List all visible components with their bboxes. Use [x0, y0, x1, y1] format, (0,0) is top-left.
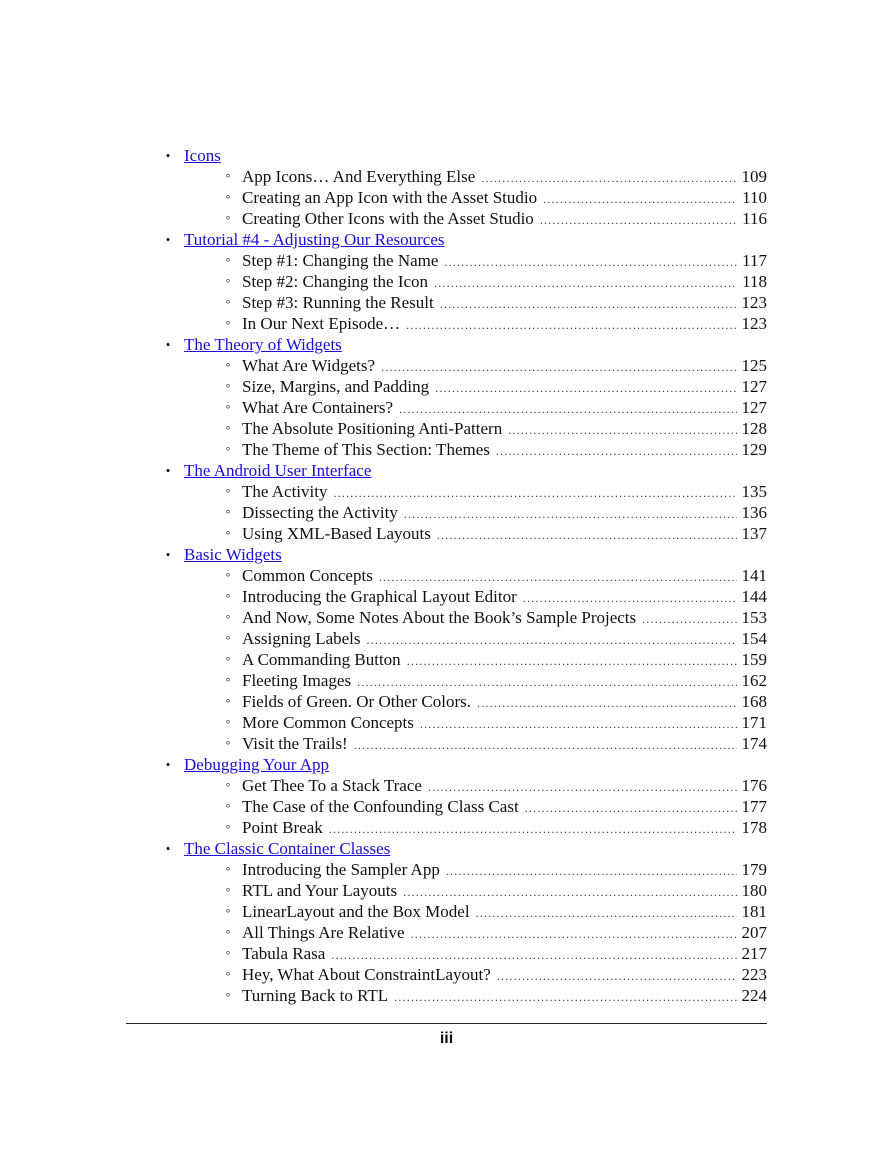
chapter-link[interactable]: The Classic Container Classes — [184, 839, 391, 858]
toc-entry — [242, 565, 767, 588]
toc-section[interactable] — [0, 502, 893, 523]
section-page-number: 180 — [741, 881, 767, 900]
sub-bullet-icon: ◦ — [225, 862, 231, 877]
section-title: Using XML-Based Layouts — [242, 524, 431, 543]
toc-chapter — [0, 544, 893, 565]
toc-section[interactable] — [0, 796, 893, 817]
section-title: Fleeting Images — [242, 671, 352, 690]
chapter-link[interactable]: Tutorial #4 - Adjusting Our Resources — [184, 230, 445, 249]
dot-leader — [420, 714, 737, 735]
section-page-number: 171 — [741, 713, 767, 732]
toc-entry — [242, 796, 767, 819]
section-page-number: 179 — [741, 860, 767, 879]
section-title: Visit the Trails! — [242, 734, 348, 753]
toc-section[interactable] — [0, 670, 893, 691]
toc-chapter — [0, 754, 893, 775]
sub-bullet-icon: ◦ — [225, 925, 231, 940]
toc-entry — [242, 859, 767, 882]
section-page-number: 159 — [741, 650, 767, 669]
section-page-number: 141 — [741, 566, 767, 585]
section-page-number: 217 — [741, 944, 767, 963]
toc-section[interactable] — [0, 859, 893, 880]
toc-entry — [242, 628, 767, 651]
section-page-number: 224 — [741, 986, 767, 1005]
dot-leader — [428, 777, 737, 798]
toc-entry — [242, 481, 767, 504]
toc-section[interactable] — [0, 439, 893, 460]
section-title: Turning Back to RTL — [242, 986, 389, 1005]
toc-section[interactable] — [0, 964, 893, 985]
bullet-icon: • — [165, 463, 171, 478]
chapter-link[interactable]: The Theory of Widgets — [184, 335, 342, 354]
toc-section[interactable] — [0, 397, 893, 418]
toc-entry — [242, 502, 767, 525]
toc-entry — [242, 166, 767, 189]
sub-bullet-icon: ◦ — [225, 778, 231, 793]
toc-entry — [242, 208, 767, 231]
chapter-link[interactable]: Debugging Your App — [184, 755, 329, 774]
toc-section[interactable] — [0, 922, 893, 943]
dot-leader — [508, 420, 736, 441]
toc-section[interactable] — [0, 985, 893, 1006]
section-page-number: 129 — [741, 440, 767, 459]
sub-bullet-icon: ◦ — [225, 400, 231, 415]
toc-entry — [242, 607, 767, 630]
section-page-number: 168 — [741, 692, 767, 711]
toc-section[interactable] — [0, 187, 893, 208]
sub-bullet-icon: ◦ — [225, 988, 231, 1003]
section-page-number: 123 — [741, 314, 767, 333]
sub-bullet-icon: ◦ — [225, 799, 231, 814]
sub-bullet-icon: ◦ — [225, 484, 231, 499]
dot-leader — [399, 399, 736, 420]
chapter-link[interactable]: The Android User Interface — [184, 461, 372, 480]
chapter-link[interactable]: Icons — [184, 146, 221, 165]
toc-section[interactable] — [0, 313, 893, 334]
toc-section[interactable] — [0, 292, 893, 313]
section-page-number: 128 — [741, 419, 767, 438]
sub-bullet-icon: ◦ — [225, 820, 231, 835]
sub-bullet-icon: ◦ — [225, 610, 231, 625]
sub-bullet-icon: ◦ — [225, 211, 231, 226]
section-title: LinearLayout and the Box Model — [242, 902, 470, 921]
section-page-number: 181 — [741, 902, 767, 921]
section-title: Dissecting the Activity — [242, 503, 398, 522]
toc-section[interactable] — [0, 733, 893, 754]
section-title: In Our Next Episode… — [242, 314, 401, 333]
section-title: Get Thee To a Stack Trace — [242, 776, 422, 795]
section-page-number: 136 — [741, 503, 767, 522]
section-title: The Case of the Confounding Class Cast — [242, 797, 519, 816]
toc-section[interactable] — [0, 586, 893, 607]
section-title: Point Break — [242, 818, 323, 837]
sub-bullet-icon: ◦ — [225, 358, 231, 373]
toc-chapter — [0, 229, 893, 250]
toc-entry — [242, 523, 767, 546]
footer-divider — [126, 1023, 767, 1024]
sub-bullet-icon: ◦ — [225, 568, 231, 583]
section-title: Introducing the Sampler App — [242, 860, 440, 879]
dot-leader — [437, 525, 737, 546]
toc-entry — [242, 691, 767, 714]
toc-entry — [242, 271, 767, 294]
toc-section[interactable] — [0, 271, 893, 292]
toc-section[interactable] — [0, 943, 893, 964]
toc-entry — [242, 775, 767, 798]
section-page-number: 207 — [741, 923, 767, 942]
section-title: Creating Other Icons with the Asset Studio — [242, 209, 534, 228]
bullet-icon: • — [165, 232, 171, 247]
section-title: Step #3: Running the Result — [242, 293, 434, 312]
toc-chapter — [0, 838, 893, 859]
toc-section[interactable] — [0, 901, 893, 922]
toc-entry — [242, 817, 767, 840]
bullet-icon: • — [165, 841, 171, 856]
toc-section[interactable] — [0, 250, 893, 271]
toc-section[interactable] — [0, 481, 893, 502]
sub-bullet-icon: ◦ — [225, 295, 231, 310]
dot-leader — [331, 945, 736, 966]
toc-section[interactable] — [0, 712, 893, 733]
sub-bullet-icon: ◦ — [225, 169, 231, 184]
dot-leader — [446, 861, 737, 882]
section-title: And Now, Some Notes About the Book’s Sample Projects — [242, 608, 637, 627]
sub-bullet-icon: ◦ — [225, 379, 231, 394]
toc-entry — [242, 355, 767, 378]
section-title: A Commanding Button — [242, 650, 401, 669]
bullet-icon: • — [165, 148, 171, 163]
sub-bullet-icon: ◦ — [225, 421, 231, 436]
sub-bullet-icon: ◦ — [225, 694, 231, 709]
section-page-number: 116 — [742, 209, 767, 228]
section-title: Assigning Labels — [242, 629, 361, 648]
sub-bullet-icon: ◦ — [225, 190, 231, 205]
toc-entry — [242, 964, 767, 987]
dot-leader — [435, 378, 736, 399]
section-title: Size, Margins, and Padding — [242, 377, 430, 396]
section-title: Hey, What About ConstraintLayout? — [242, 965, 491, 984]
toc-section[interactable] — [0, 355, 893, 376]
section-title: Creating an App Icon with the Asset Studio — [242, 188, 538, 207]
sub-bullet-icon: ◦ — [225, 904, 231, 919]
toc-section[interactable] — [0, 607, 893, 628]
section-title: The Absolute Positioning Anti-Pattern — [242, 419, 503, 438]
section-page-number: 118 — [742, 272, 767, 291]
section-title: The Activity — [242, 482, 328, 501]
toc-entry — [242, 733, 767, 756]
section-page-number: 153 — [741, 608, 767, 627]
section-title: RTL and Your Layouts — [242, 881, 398, 900]
sub-bullet-icon: ◦ — [225, 967, 231, 982]
sub-bullet-icon: ◦ — [225, 505, 231, 520]
section-page-number: 176 — [741, 776, 767, 795]
dot-leader — [444, 252, 737, 273]
dot-leader — [543, 189, 737, 210]
toc-chapter — [0, 460, 893, 481]
sub-bullet-icon: ◦ — [225, 316, 231, 331]
section-page-number: 110 — [742, 188, 767, 207]
section-title: Tabula Rasa — [242, 944, 326, 963]
dot-leader — [404, 504, 737, 525]
section-page-number: 144 — [741, 587, 767, 606]
toc-entry — [242, 712, 767, 735]
section-page-number: 174 — [741, 734, 767, 753]
section-title: Fields of Green. Or Other Colors. — [242, 692, 471, 711]
sub-bullet-icon: ◦ — [225, 883, 231, 898]
toc-entry — [242, 670, 767, 693]
dot-leader — [406, 315, 736, 336]
sub-bullet-icon: ◦ — [225, 715, 231, 730]
section-title: More Common Concepts — [242, 713, 414, 732]
toc-entry — [242, 397, 767, 420]
toc-entry — [242, 880, 767, 903]
section-page-number: 117 — [742, 251, 767, 270]
bullet-icon: • — [165, 757, 171, 772]
sub-bullet-icon: ◦ — [225, 253, 231, 268]
section-title: App Icons… And Everything Else — [242, 167, 476, 186]
dot-leader — [434, 273, 737, 294]
dot-leader — [496, 441, 737, 462]
dot-leader — [333, 483, 736, 504]
dot-leader — [481, 168, 736, 189]
section-page-number: 162 — [741, 671, 767, 690]
sub-bullet-icon: ◦ — [225, 673, 231, 688]
section-title: Step #2: Changing the Icon — [242, 272, 429, 291]
section-title: All Things Are Relative — [242, 923, 405, 942]
toc-section[interactable] — [0, 166, 893, 187]
section-page-number: 154 — [741, 629, 767, 648]
dot-leader — [407, 651, 737, 672]
section-page-number: 178 — [741, 818, 767, 837]
section-title: What Are Containers? — [242, 398, 394, 417]
toc-entry — [242, 922, 767, 945]
dot-leader — [403, 882, 736, 903]
toc-entry — [242, 586, 767, 609]
toc-chapter — [0, 334, 893, 355]
section-title: Common Concepts — [242, 566, 373, 585]
dot-leader — [379, 567, 737, 588]
section-page-number: 125 — [741, 356, 767, 375]
section-page-number: 223 — [741, 965, 767, 984]
toc-section[interactable] — [0, 418, 893, 439]
dot-leader — [354, 735, 737, 756]
sub-bullet-icon: ◦ — [225, 442, 231, 457]
dot-leader — [523, 588, 737, 609]
section-page-number: 123 — [741, 293, 767, 312]
dot-leader — [477, 693, 737, 714]
sub-bullet-icon: ◦ — [225, 946, 231, 961]
section-title: Introducing the Graphical Layout Editor — [242, 587, 517, 606]
sub-bullet-icon: ◦ — [225, 589, 231, 604]
toc-entry — [242, 418, 767, 441]
dot-leader — [642, 609, 736, 630]
toc-section[interactable] — [0, 376, 893, 397]
toc-chapter — [0, 145, 893, 166]
bullet-icon: • — [165, 547, 171, 562]
sub-bullet-icon: ◦ — [225, 631, 231, 646]
toc-entry — [242, 943, 767, 966]
toc-entry — [242, 187, 767, 210]
toc-section[interactable] — [0, 565, 893, 586]
dot-leader — [381, 357, 736, 378]
chapter-link[interactable]: Basic Widgets — [184, 545, 282, 564]
table-of-contents — [0, 145, 893, 1006]
bullet-icon: • — [165, 337, 171, 352]
toc-entry — [242, 901, 767, 924]
dot-leader — [357, 672, 736, 693]
toc-entry — [242, 313, 767, 336]
toc-section[interactable] — [0, 880, 893, 901]
toc-entry — [242, 985, 767, 1008]
dot-leader — [525, 798, 737, 819]
toc-entry — [242, 439, 767, 462]
section-page-number: 177 — [741, 797, 767, 816]
dot-leader — [411, 924, 737, 945]
section-title: Step #1: Changing the Name — [242, 251, 439, 270]
dot-leader — [367, 630, 737, 651]
dot-leader — [497, 966, 737, 987]
section-page-number: 127 — [741, 377, 767, 396]
toc-section[interactable] — [0, 523, 893, 544]
sub-bullet-icon: ◦ — [225, 526, 231, 541]
section-page-number: 109 — [741, 167, 767, 186]
section-page-number: 137 — [741, 524, 767, 543]
dot-leader — [440, 294, 737, 315]
section-page-number: 135 — [741, 482, 767, 501]
toc-entry — [242, 376, 767, 399]
dot-leader — [476, 903, 737, 924]
toc-section[interactable] — [0, 649, 893, 670]
sub-bullet-icon: ◦ — [225, 736, 231, 751]
toc-section[interactable] — [0, 628, 893, 649]
sub-bullet-icon: ◦ — [225, 274, 231, 289]
toc-entry — [242, 292, 767, 315]
toc-section[interactable] — [0, 208, 893, 229]
toc-entry — [242, 649, 767, 672]
toc-section[interactable] — [0, 775, 893, 796]
section-page-number: 127 — [741, 398, 767, 417]
sub-bullet-icon: ◦ — [225, 652, 231, 667]
toc-entry — [242, 250, 767, 273]
dot-leader — [394, 987, 736, 1008]
dot-leader — [540, 210, 737, 231]
page-number: iii — [439, 1030, 454, 1047]
toc-section[interactable] — [0, 817, 893, 838]
toc-section[interactable] — [0, 691, 893, 712]
section-title: What Are Widgets? — [242, 356, 376, 375]
dot-leader — [329, 819, 737, 840]
section-title: The Theme of This Section: Themes — [242, 440, 490, 459]
